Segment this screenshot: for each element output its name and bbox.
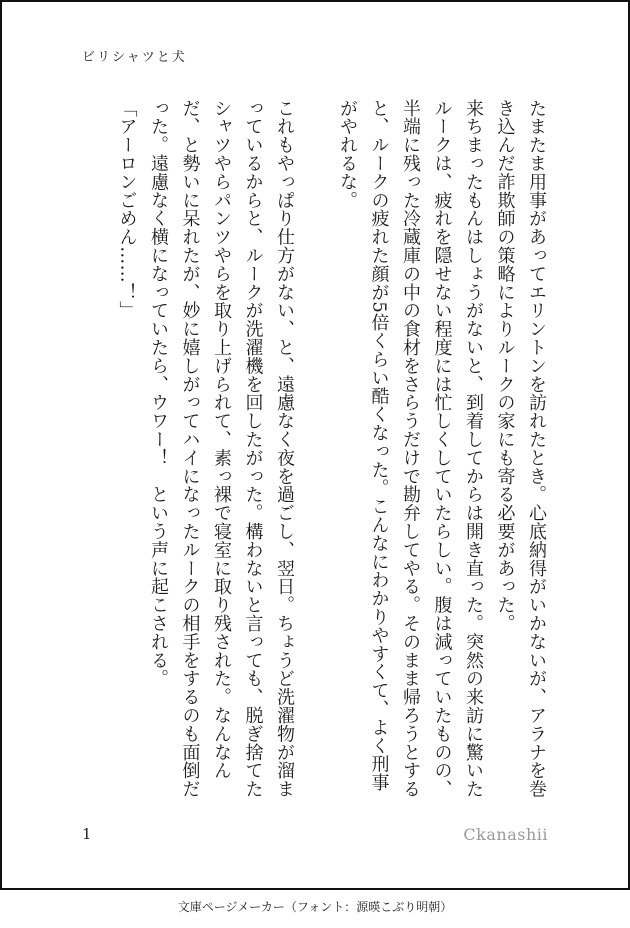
vertical-body-text	[111, 99, 552, 799]
author-name: Ckanashii	[463, 825, 548, 844]
paragraph-3: これもやっぱり仕方がない、と、遠慮なく夜を過ごし、翌日。ちょうど洗濯物が溜まっているからと、ルークが洗濯機を回したがった。構わないと言っても、脱ぎ捨てたシャツやらパンツやらを取り上げられて、素っ裸で寝室に取り残された。なんなんだ、と勢いに呆れたが、妙に嬉しがってハイになったルークの相手をするのも面倒だった。遠慮なく横になっていたら、ウワー！ という声に起こされる。	[148, 99, 295, 799]
running-header-title: ビリシャツと犬	[82, 50, 187, 65]
paragraph-1: たまたま用事があってエリントンを訪れたとき。心底納得がいかないが、アラナを巻き込んだ詐欺師の策略によりルークの家にも寄る必要があった。	[494, 99, 547, 799]
paragraph-4-dialogue: 「アーロンごめん……！」	[116, 99, 138, 320]
page-number: 1	[82, 825, 92, 843]
generator-credit: 文庫ページメーカー（フォント：源暎こぶり明朝）	[177, 900, 453, 914]
paragraph-2: 来ちまったもんはしょうがないと、到着してからは開き直った。突然の来訪に驚いたルークは、疲れを隠せない程度には忙しくしていたらしい。腹は減っていたものの、半端に残った冷蔵庫の中の食材をさらうだけで勘弁してやる。そのまま帰ろうとすると、ルークの疲れた顔が5倍くらい酷くなった。こんなにわかりやすくて、よく刑事がやれるな。	[337, 99, 484, 799]
